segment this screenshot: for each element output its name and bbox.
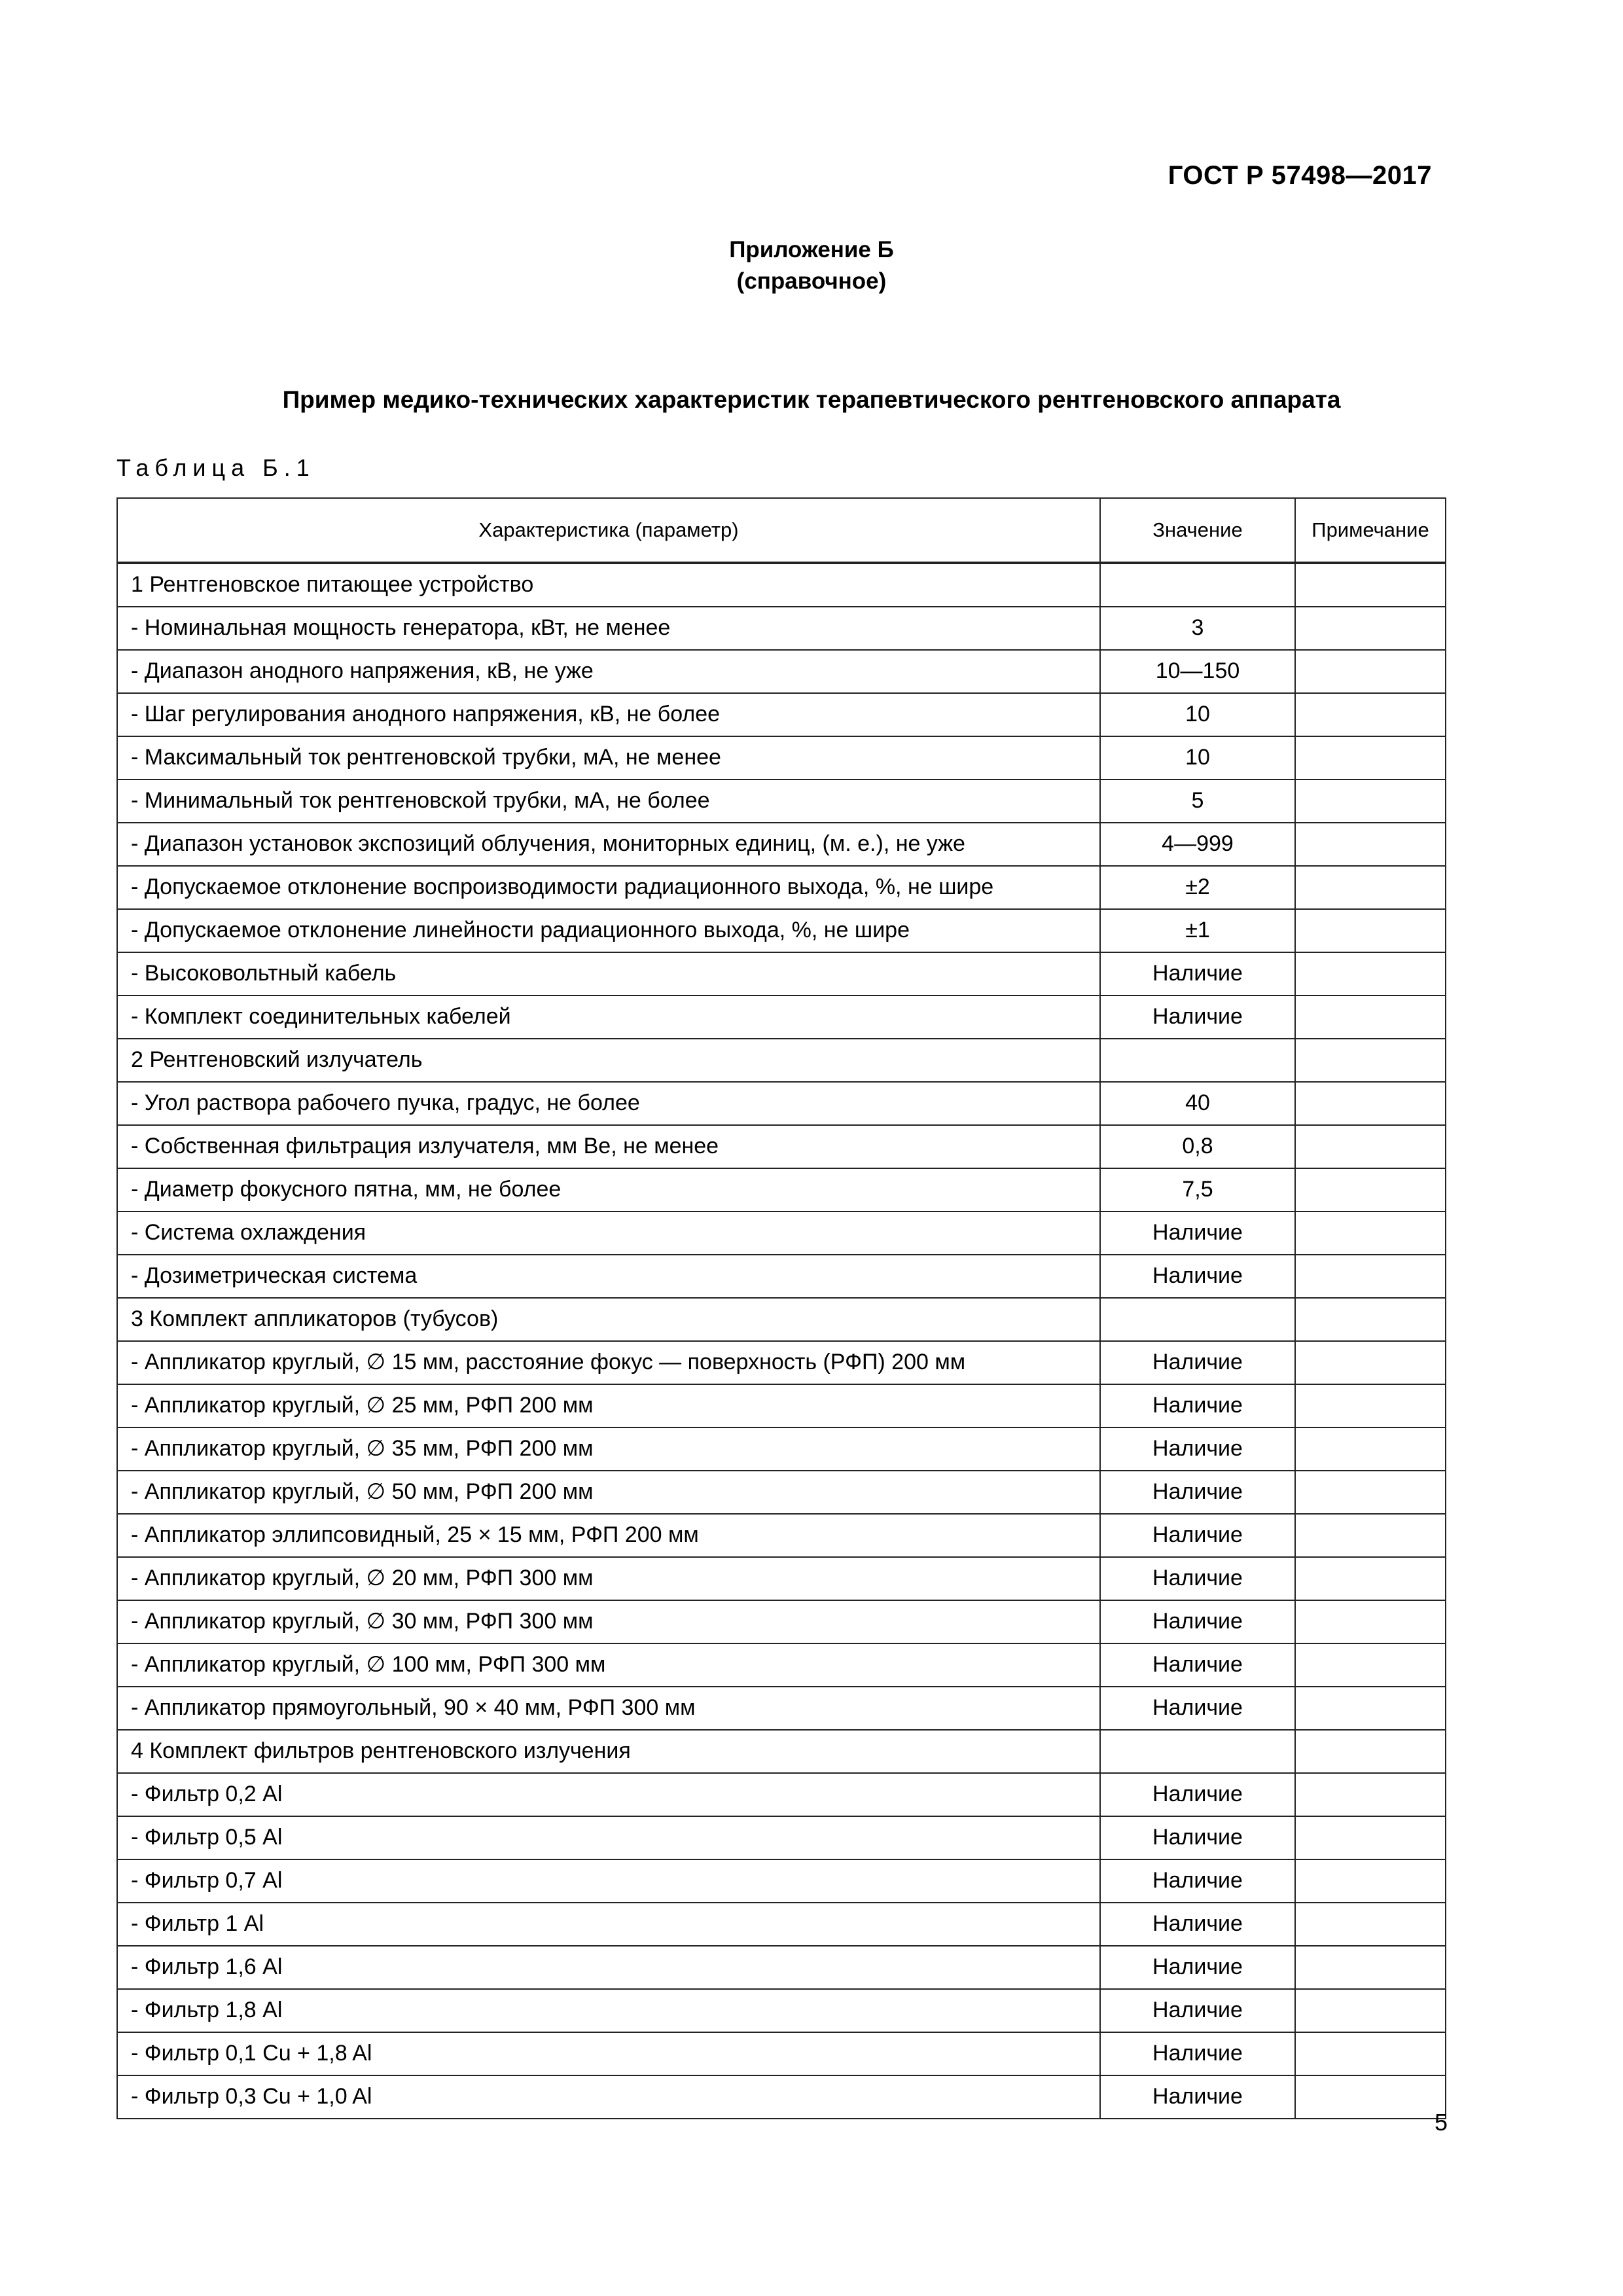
note-cell xyxy=(1295,1125,1446,1168)
note-cell xyxy=(1295,1211,1446,1255)
parameter-cell: - Максимальный ток рентгеновской трубки, мА, не менее xyxy=(117,736,1100,780)
value-cell: Наличие xyxy=(1100,1255,1295,1298)
note-cell xyxy=(1295,1168,1446,1211)
note-cell xyxy=(1295,1600,1446,1643)
parameter-cell: - Допускаемое отклонение воспроизводимости радиационного выхода, %, не шире xyxy=(117,866,1100,909)
value-cell xyxy=(1100,563,1295,607)
appendix-label: Приложение Б xyxy=(729,237,894,262)
table-header-row xyxy=(117,498,1446,563)
table-row xyxy=(117,563,1446,607)
parameter-cell: - Аппликатор прямоугольный, 90 × 40 мм, РФП 300 мм xyxy=(117,1687,1100,1730)
value-cell: 4—999 xyxy=(1100,823,1295,866)
note-cell xyxy=(1295,1859,1446,1903)
note-cell xyxy=(1295,1384,1446,1427)
parameter-cell: - Аппликатор эллипсовидный, 25 × 15 мм, РФП 200 мм xyxy=(117,1514,1100,1557)
value-cell: Наличие xyxy=(1100,996,1295,1039)
parameter-cell: - Дозиметрическая система xyxy=(117,1255,1100,1298)
table-row xyxy=(117,1643,1446,1687)
value-cell: 10 xyxy=(1100,693,1295,736)
table-row xyxy=(117,1298,1446,1341)
table-row xyxy=(117,1039,1446,1082)
note-cell xyxy=(1295,780,1446,823)
note-cell xyxy=(1295,1341,1446,1384)
parameter-cell: - Диаметр фокусного пятна, мм, не более xyxy=(117,1168,1100,1211)
value-cell: 10—150 xyxy=(1100,650,1295,693)
note-cell xyxy=(1295,1903,1446,1946)
value-cell: Наличие xyxy=(1100,1211,1295,1255)
parameter-cell: - Минимальный ток рентгеновской трубки, мА, не более xyxy=(117,780,1100,823)
value-cell: Наличие xyxy=(1100,1557,1295,1600)
table-caption: Таблица Б.1 xyxy=(116,454,315,481)
note-cell xyxy=(1295,650,1446,693)
table-row xyxy=(117,1687,1446,1730)
table-row xyxy=(117,1471,1446,1514)
note-cell xyxy=(1295,1298,1446,1341)
table-row xyxy=(117,1989,1446,2032)
value-cell: ±2 xyxy=(1100,866,1295,909)
parameter-cell: 4 Комплект фильтров рентгеновского излучения xyxy=(117,1730,1100,1773)
note-cell xyxy=(1295,1082,1446,1125)
note-cell xyxy=(1295,909,1446,952)
note-cell xyxy=(1295,1039,1446,1082)
parameter-cell: - Аппликатор круглый, ∅ 35 мм, РФП 200 мм xyxy=(117,1427,1100,1471)
value-cell: Наличие xyxy=(1100,1687,1295,1730)
note-cell xyxy=(1295,1816,1446,1859)
value-cell: Наличие xyxy=(1100,1946,1295,1989)
parameter-cell: - Аппликатор круглый, ∅ 20 мм, РФП 300 мм xyxy=(117,1557,1100,1600)
parameter-cell: - Фильтр 1,8 Al xyxy=(117,1989,1100,2032)
note-cell xyxy=(1295,1471,1446,1514)
value-cell: 3 xyxy=(1100,607,1295,650)
note-cell xyxy=(1295,563,1446,607)
parameter-cell: - Фильтр 1 Al xyxy=(117,1903,1100,1946)
value-cell: Наличие xyxy=(1100,952,1295,996)
table-row xyxy=(117,607,1446,650)
table-row xyxy=(117,1427,1446,1471)
parameter-cell: - Номинальная мощность генератора, кВт, не менее xyxy=(117,607,1100,650)
note-cell xyxy=(1295,693,1446,736)
table-row xyxy=(117,1903,1446,1946)
parameter-cell: - Высоковольтный кабель xyxy=(117,952,1100,996)
note-cell xyxy=(1295,1989,1446,2032)
parameter-cell: - Комплект соединительных кабелей xyxy=(117,996,1100,1039)
table-row xyxy=(117,823,1446,866)
parameter-cell: - Собственная фильтрация излучателя, мм Be, не менее xyxy=(117,1125,1100,1168)
table-row xyxy=(117,1255,1446,1298)
table-row xyxy=(117,1125,1446,1168)
parameter-cell: - Фильтр 0,7 Al xyxy=(117,1859,1100,1903)
value-cell: Наличие xyxy=(1100,1816,1295,1859)
table-row xyxy=(117,909,1446,952)
note-cell xyxy=(1295,1643,1446,1687)
note-cell xyxy=(1295,1946,1446,1989)
value-cell: Наличие xyxy=(1100,1903,1295,1946)
parameter-cell: - Фильтр 0,2 Al xyxy=(117,1773,1100,1816)
value-cell: 5 xyxy=(1100,780,1295,823)
table-body xyxy=(117,563,1446,2119)
parameter-cell: - Аппликатор круглый, ∅ 30 мм, РФП 300 мм xyxy=(117,1600,1100,1643)
parameter-cell: - Шаг регулирования анодного напряжения, кВ, не более xyxy=(117,693,1100,736)
parameter-cell: - Угол раствора рабочего пучка, градус, не более xyxy=(117,1082,1100,1125)
note-cell xyxy=(1295,2075,1446,2119)
document-code: ГОСТ Р 57498—2017 xyxy=(1168,161,1432,190)
column-header-parameter: Характеристика (параметр) xyxy=(117,498,1100,563)
parameter-cell: - Аппликатор круглый, ∅ 100 мм, РФП 300 мм xyxy=(117,1643,1100,1687)
table-row xyxy=(117,1859,1446,1903)
value-cell xyxy=(1100,1039,1295,1082)
value-cell: Наличие xyxy=(1100,1471,1295,1514)
specifications-table xyxy=(116,497,1446,2119)
note-cell xyxy=(1295,952,1446,996)
value-cell xyxy=(1100,1298,1295,1341)
parameter-cell: 3 Комплект аппликаторов (тубусов) xyxy=(117,1298,1100,1341)
column-header-value: Значение xyxy=(1100,498,1295,563)
table-row xyxy=(117,952,1446,996)
table-row xyxy=(117,1946,1446,1989)
value-cell: Наличие xyxy=(1100,2032,1295,2075)
table-row xyxy=(117,1514,1446,1557)
note-cell xyxy=(1295,1514,1446,1557)
table-row xyxy=(117,1384,1446,1427)
value-cell: 7,5 xyxy=(1100,1168,1295,1211)
note-cell xyxy=(1295,736,1446,780)
parameter-cell: - Аппликатор круглый, ∅ 50 мм, РФП 200 мм xyxy=(117,1471,1100,1514)
appendix-heading xyxy=(0,234,1623,297)
column-header-note: Примечание xyxy=(1295,498,1446,563)
parameter-cell: 2 Рентгеновский излучатель xyxy=(117,1039,1100,1082)
value-cell: Наличие xyxy=(1100,1989,1295,2032)
value-cell: Наличие xyxy=(1100,1600,1295,1643)
table-row xyxy=(117,1341,1446,1384)
value-cell: 10 xyxy=(1100,736,1295,780)
parameter-cell: - Аппликатор круглый, ∅ 15 мм, расстояние фокус — поверхность (РФП) 200 мм xyxy=(117,1341,1100,1384)
table-row xyxy=(117,1168,1446,1211)
value-cell: Наличие xyxy=(1100,1384,1295,1427)
table-row xyxy=(117,996,1446,1039)
value-cell: Наличие xyxy=(1100,1859,1295,1903)
note-cell xyxy=(1295,1255,1446,1298)
parameter-cell: - Диапазон анодного напряжения, кВ, не уже xyxy=(117,650,1100,693)
note-cell xyxy=(1295,2032,1446,2075)
parameter-cell: - Аппликатор круглый, ∅ 25 мм, РФП 200 мм xyxy=(117,1384,1100,1427)
appendix-title: Пример медико-технических характеристик терапевтического рентгеновского аппарата xyxy=(282,386,1341,413)
table-row xyxy=(117,1730,1446,1773)
table-row xyxy=(117,693,1446,736)
table-row xyxy=(117,2032,1446,2075)
value-cell: 40 xyxy=(1100,1082,1295,1125)
note-cell xyxy=(1295,1687,1446,1730)
parameter-cell: - Система охлаждения xyxy=(117,1211,1100,1255)
parameter-cell: - Фильтр 0,3 Cu + 1,0 Al xyxy=(117,2075,1100,2119)
table-row xyxy=(117,2075,1446,2119)
note-cell xyxy=(1295,1730,1446,1773)
table-row xyxy=(117,736,1446,780)
note-cell xyxy=(1295,823,1446,866)
value-cell: ±1 xyxy=(1100,909,1295,952)
value-cell xyxy=(1100,1730,1295,1773)
note-cell xyxy=(1295,1427,1446,1471)
table-row xyxy=(117,1600,1446,1643)
table-row xyxy=(117,866,1446,909)
appendix-status: (справочное) xyxy=(736,268,887,294)
value-cell: Наличие xyxy=(1100,2075,1295,2119)
table-row xyxy=(117,780,1446,823)
parameter-cell: - Фильтр 1,6 Al xyxy=(117,1946,1100,1989)
page-number: 5 xyxy=(1434,2109,1448,2136)
note-cell xyxy=(1295,996,1446,1039)
value-cell: 0,8 xyxy=(1100,1125,1295,1168)
note-cell xyxy=(1295,1557,1446,1600)
parameter-cell: - Фильтр 0,5 Al xyxy=(117,1816,1100,1859)
note-cell xyxy=(1295,607,1446,650)
parameter-cell: - Диапазон установок экспозиций облучения, мониторных единиц, (м. е.), не уже xyxy=(117,823,1100,866)
parameter-cell: 1 Рентгеновское питающее устройство xyxy=(117,563,1100,607)
table-row xyxy=(117,1557,1446,1600)
value-cell: Наличие xyxy=(1100,1341,1295,1384)
table-row xyxy=(117,1082,1446,1125)
table-row xyxy=(117,1211,1446,1255)
value-cell: Наличие xyxy=(1100,1773,1295,1816)
value-cell: Наличие xyxy=(1100,1427,1295,1471)
value-cell: Наличие xyxy=(1100,1643,1295,1687)
parameter-cell: - Фильтр 0,1 Cu + 1,8 Al xyxy=(117,2032,1100,2075)
table-row xyxy=(117,650,1446,693)
value-cell: Наличие xyxy=(1100,1514,1295,1557)
table-row xyxy=(117,1816,1446,1859)
note-cell xyxy=(1295,1773,1446,1816)
table-row xyxy=(117,1773,1446,1816)
note-cell xyxy=(1295,866,1446,909)
parameter-cell: - Допускаемое отклонение линейности радиационного выхода, %, не шире xyxy=(117,909,1100,952)
